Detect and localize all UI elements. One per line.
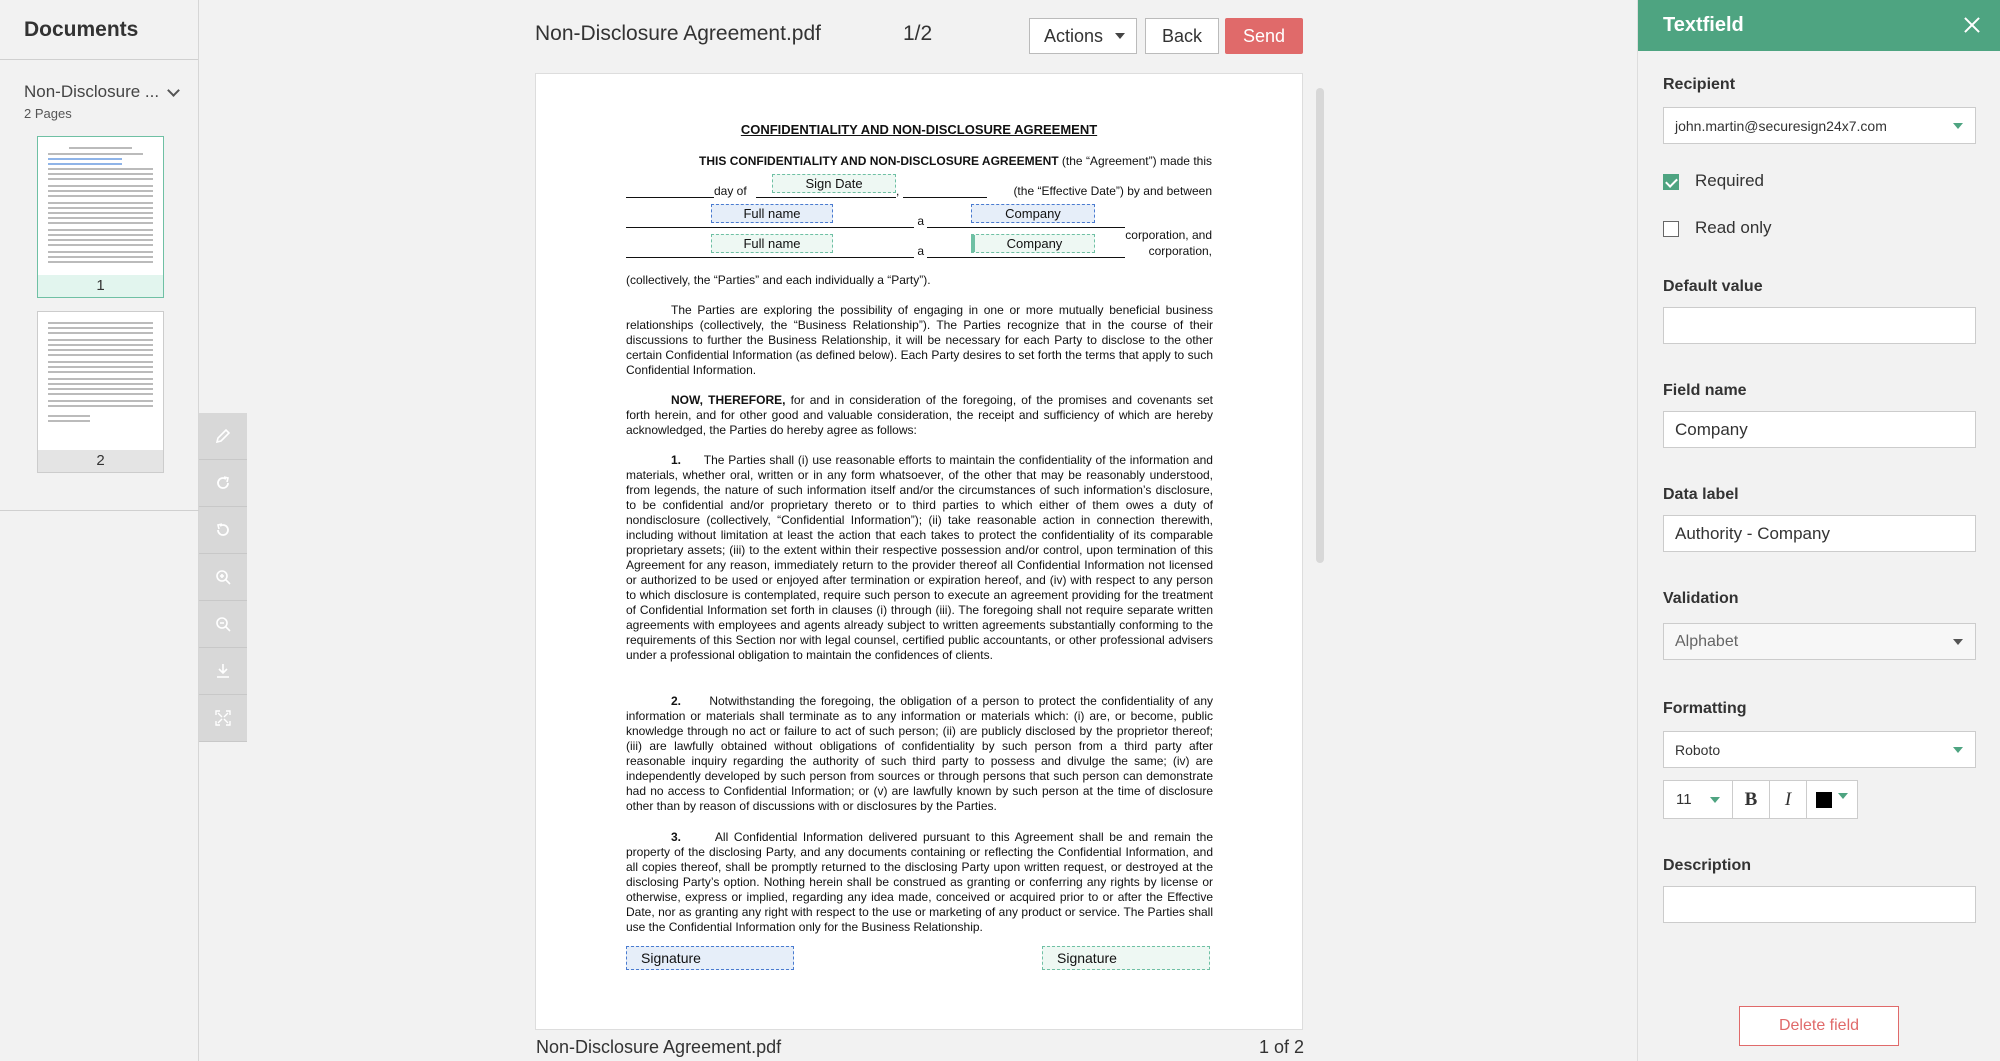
now-therefore: NOW, THEREFORE, — [671, 393, 786, 407]
paragraph-2-rest: for and in consideration of the foregoing, of the promises and covenants set forth herein, and for other good and valuable consideration, the receipt and sufficiency of which are hereby acknowledged, the Parties do hereby agree as follows: — [626, 393, 1214, 437]
default-value-label: Default value — [1663, 278, 1763, 295]
validation-label: Validation — [1663, 590, 1739, 607]
zoom-out-icon[interactable] — [199, 601, 247, 648]
document-name[interactable]: Non-Disclosure ... — [24, 82, 160, 101]
page-thumbnail-2[interactable] — [37, 311, 164, 473]
section-1-text: The Parties shall (i) use reasonable efforts to maintain the confidentiality of the information and materials, whether oral, written or in any form whatsoever, of the other that may be reasonably understood, from legends, the nature of such information itself and/or the circumstances of such information’s disclosure, to be confidential and/or proprietary thereto or to third parties to which either of them owes a duty of nondisclosure (collectively, “Confidential Information”); (ii) take reasonable action in connection therewith, including without limitation at least the action that each takes to protect the confidentiality of its comparable proprietary assets; (iii) to the extent within their respective possession and/or control, upon termination of this Agreement for any reason, immediately return to the provider thereof all Confidential Information not licensed or authorized to be used or enjoyed after termination or expiration hereof, and (iv) with respect to any person to which disclosure is contemplated, require such person to execute an agreement providing for the treatment of Confidential Information set forth in clauses (i) through (iii). The foregoing shall not require separate written agreements with employees and agents already subject to written agreements substantially conforming to the requirements of this Section nor with legal counsel, certified public accountants, or other professional advisers under a professional obligation to maintain the confidences of clients. — [626, 453, 1213, 662]
caret-down-icon — [1953, 747, 1963, 753]
section-2-text: Notwithstanding the foregoing, the obligation of a person to protect the confidentiality of any information or materials shall terminate as to any information or materials which: (i) are, or become, public knowledge through no act or failure to act of such person; (ii) are publicly disclosed by the proprietor thereof; (iii) are lawfully obtained without obligations of confidentiality by such person from a third party after reasonable inquiry regarding the authority of such third party to possess and divulge the same; (iv) are independently developed by such person from sources or through persons that such person can demonstrate had no access to Confidential Information; or (v) are lawfully known by such person at the time of disclosure other than by reason of discussions with or disclosures by the Parties. — [626, 694, 1213, 813]
recipient-value: john.martin@securesign24x7.com — [1675, 117, 1887, 134]
document-toolbar — [199, 413, 247, 742]
paragraph-1: The Parties are exploring the possibility of engaging in one or more mutually beneficial business relationships (collectively, the “Business Relationship”). The Parties recognize that in the course of their discussions to further the Business Relationship, it will be necessary for each Party to disclose to the other certain Confidential Information (as defined below). Each Party desires to set forth the terms that apply to such Confidential Information. — [626, 303, 1213, 377]
description-input[interactable] — [1663, 886, 1976, 923]
fullscreen-icon[interactable] — [199, 695, 247, 742]
page-counter: 1/2 — [903, 22, 933, 45]
section-1-number: 1. — [671, 453, 682, 467]
delete-field-button[interactable]: Delete field — [1739, 1006, 1899, 1046]
document-page-count: 2 Pages — [24, 106, 72, 121]
full-name-field-1[interactable]: Full name — [711, 204, 833, 223]
redo-icon[interactable] — [199, 460, 247, 507]
read-only-label: Read only — [1695, 218, 1772, 237]
signature-field-1[interactable]: Signature — [626, 946, 794, 970]
date-line: day of , (the “Effective Date”) by and between — [626, 184, 1212, 198]
corporation-text: corporation, — [1148, 244, 1212, 258]
required-label: Required — [1695, 171, 1764, 190]
day-of-text: day of — [714, 184, 747, 198]
section-3 — [626, 830, 1213, 935]
required-checkbox[interactable] — [1663, 174, 1679, 190]
download-icon[interactable] — [199, 648, 247, 695]
sidebar-divider — [0, 510, 199, 511]
chevron-down-icon[interactable] — [167, 86, 179, 98]
font-size-select[interactable] — [1663, 780, 1733, 819]
intro-bold: THIS CONFIDENTIALITY AND NON-DISCLOSURE AGREEMENT — [699, 154, 1059, 168]
panel-title: Textfield — [1663, 14, 1744, 36]
bold-button[interactable]: B — [1732, 780, 1770, 819]
document-entry[interactable] — [24, 82, 184, 121]
undo-icon[interactable] — [199, 507, 247, 554]
company-field-1[interactable]: Company — [971, 204, 1095, 223]
recipient-select[interactable] — [1663, 107, 1976, 144]
collectively-line: (collectively, the “Parties” and each individually a “Party”). — [626, 273, 931, 287]
validation-value: Alphabet — [1675, 632, 1739, 650]
read-only-checkbox[interactable] — [1663, 221, 1679, 237]
sign-date-field[interactable]: Sign Date — [772, 174, 896, 193]
document-heading: CONFIDENTIALITY AND NON-DISCLOSURE AGREEMENT — [740, 122, 1098, 137]
validation-select[interactable] — [1663, 623, 1976, 660]
document-scrollbar[interactable] — [1316, 88, 1324, 563]
footer-page-count: 1 of 2 — [1259, 1037, 1305, 1057]
caret-down-icon — [1953, 123, 1963, 129]
data-label-input[interactable]: Authority - Company — [1663, 515, 1976, 552]
document-title: Non-Disclosure Agreement.pdf — [535, 22, 821, 45]
default-value-input[interactable] — [1663, 307, 1976, 344]
intro-rest: (the “Agreement”) made this — [1058, 154, 1212, 168]
documents-sidebar — [0, 0, 199, 1061]
thumbnail-number: 2 — [38, 450, 163, 472]
paragraph-2 — [626, 393, 1213, 438]
actions-label: Actions — [1044, 25, 1104, 46]
intro-line — [626, 154, 1212, 168]
full-name-field-2[interactable]: Full name — [711, 234, 833, 253]
thumbnail-preview — [48, 147, 153, 273]
caret-down-icon — [1115, 33, 1125, 39]
font-family-value: Roboto — [1675, 741, 1721, 758]
pencil-icon[interactable] — [199, 413, 247, 460]
panel-header — [1638, 0, 2000, 51]
sidebar-title: Documents — [0, 0, 198, 60]
section-2-number: 2. — [671, 694, 682, 708]
section-3-number: 3. — [671, 830, 682, 844]
description-label: Description — [1663, 857, 1752, 874]
field-properties-panel — [1637, 0, 2000, 1061]
a-text: a — [917, 244, 925, 258]
color-swatch — [1816, 792, 1832, 808]
signature-field-2[interactable]: Signature — [1042, 946, 1210, 970]
field-name-label: Field name — [1663, 382, 1747, 399]
section-3-text: All Confidential Information delivered pursuant to this Agreement shall be and remain the property of the disclosing Party, and any documents containing or reflecting the Confidential Information, and all copies thereof, shall be promptly returned to the disclosing Party upon written request, or destroyed at the disclosing Party’s option. Nothing herein shall be construed as granting or conferring any rights by license or otherwise, express or implied, regarding any idea made, conceived or acquired prior to or after the Effective Date, nor as granting any right with respect to the use or marketing of any product or service. The Parties shall use the Confidential Information only for the Business Relationship. — [626, 830, 1213, 934]
caret-down-icon — [1953, 639, 1963, 645]
close-icon[interactable] — [1960, 13, 1984, 37]
company-field-2[interactable]: Company — [971, 234, 1095, 253]
send-button[interactable]: Send — [1225, 18, 1303, 54]
zoom-in-icon[interactable] — [199, 554, 247, 601]
caret-down-icon — [1838, 793, 1848, 799]
actions-dropdown-button[interactable] — [1029, 18, 1137, 54]
thumbnail-number: 1 — [38, 275, 163, 297]
effective-date-text: (the “Effective Date”) by and between — [1013, 184, 1212, 198]
document-page — [535, 73, 1303, 1030]
font-size-value: 11 — [1676, 791, 1692, 808]
font-family-select[interactable] — [1663, 731, 1976, 768]
thumbnail-preview — [48, 322, 153, 448]
field-name-input[interactable]: Company — [1663, 411, 1976, 448]
formatting-label: Formatting — [1663, 700, 1747, 717]
page-thumbnail-1[interactable] — [37, 136, 164, 298]
back-button[interactable]: Back — [1145, 18, 1219, 54]
text-color-picker[interactable] — [1806, 780, 1858, 819]
corporation-and-text: corporation, and — [1125, 228, 1212, 242]
section-1 — [626, 453, 1213, 663]
a-text: a — [917, 214, 925, 228]
data-label-label: Data label — [1663, 486, 1739, 503]
caret-down-icon — [1710, 797, 1720, 803]
formatting-toolbar — [1663, 780, 1857, 819]
section-2 — [626, 694, 1213, 814]
recipient-label: Recipient — [1663, 76, 1736, 93]
footer-document-name: Non-Disclosure Agreement.pdf — [536, 1037, 782, 1057]
italic-button[interactable]: I — [1769, 780, 1807, 819]
